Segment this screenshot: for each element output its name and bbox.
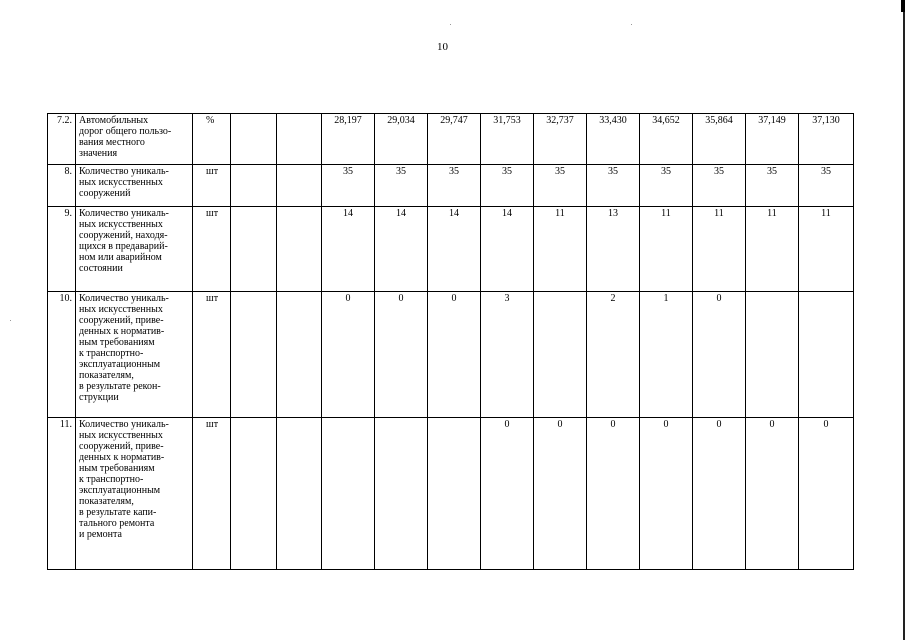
value-cell: 14 (428, 207, 481, 292)
indicator-name: Количество уникаль- ных искусственных сооружений, приве- денных к норматив- ным требованиям к транспортно- эксплуатационным показателям, в результате рекон- струкции (76, 292, 193, 418)
value-cell: 35 (799, 165, 854, 207)
value-cell: 14 (375, 207, 428, 292)
scan-dust (631, 24, 632, 25)
value-cell (322, 418, 375, 570)
value-cell: 31,753 (481, 114, 534, 165)
value-cell: 0 (428, 292, 481, 418)
page-number: 10 (437, 41, 448, 53)
value-cell (231, 418, 277, 570)
value-cell: 3 (481, 292, 534, 418)
value-cell: 35 (587, 165, 640, 207)
row-number: 9. (48, 207, 76, 292)
value-cell: 0 (534, 418, 587, 570)
value-cell (799, 292, 854, 418)
value-cell: 0 (375, 292, 428, 418)
value-cell (746, 292, 799, 418)
value-cell (534, 292, 587, 418)
value-cell (277, 207, 322, 292)
table-row (48, 165, 854, 207)
value-cell: 35 (534, 165, 587, 207)
value-cell: 11 (746, 207, 799, 292)
value-cell: 0 (693, 292, 746, 418)
indicator-name: Количество уникаль- ных искусственных сооружений, находя- щихся в предаварий- ном или аварийном состоянии (76, 207, 193, 292)
value-cell: 11 (693, 207, 746, 292)
indicators-table (47, 113, 854, 570)
value-cell: 0 (587, 418, 640, 570)
value-cell: 0 (799, 418, 854, 570)
value-cell (277, 292, 322, 418)
scan-edge-mark (901, 0, 905, 12)
value-cell: 29,034 (375, 114, 428, 165)
unit-cell: % (193, 114, 231, 165)
value-cell: 33,430 (587, 114, 640, 165)
value-cell: 14 (322, 207, 375, 292)
scan-dust (10, 320, 11, 321)
value-cell: 35 (640, 165, 693, 207)
value-cell: 13 (587, 207, 640, 292)
value-cell: 11 (799, 207, 854, 292)
value-cell: 35,864 (693, 114, 746, 165)
value-cell: 11 (534, 207, 587, 292)
value-cell: 29,747 (428, 114, 481, 165)
value-cell: 37,149 (746, 114, 799, 165)
table-row (48, 114, 854, 165)
unit-cell: шт (193, 418, 231, 570)
value-cell (277, 114, 322, 165)
value-cell (231, 292, 277, 418)
value-cell: 35 (746, 165, 799, 207)
value-cell: 0 (693, 418, 746, 570)
value-cell: 37,130 (799, 114, 854, 165)
value-cell: 32,737 (534, 114, 587, 165)
value-cell: 35 (428, 165, 481, 207)
value-cell: 0 (746, 418, 799, 570)
value-cell (231, 165, 277, 207)
value-cell: 35 (375, 165, 428, 207)
row-number: 8. (48, 165, 76, 207)
table-row (48, 418, 854, 570)
row-number: 11. (48, 418, 76, 570)
value-cell: 0 (322, 292, 375, 418)
value-cell (231, 207, 277, 292)
scan-dust (450, 24, 451, 25)
row-number: 10. (48, 292, 76, 418)
value-cell (277, 418, 322, 570)
value-cell (277, 165, 322, 207)
table-row (48, 207, 854, 292)
value-cell: 34,652 (640, 114, 693, 165)
value-cell: 1 (640, 292, 693, 418)
value-cell: 14 (481, 207, 534, 292)
value-cell (231, 114, 277, 165)
value-cell: 11 (640, 207, 693, 292)
unit-cell: шт (193, 207, 231, 292)
indicator-name: Количество уникаль- ных искусственных сооружений, приве- денных к норматив- ным требованиям к транспортно- эксплуатационным показателям, в результате капи- тального ремонта и ремонта (76, 418, 193, 570)
unit-cell: шт (193, 165, 231, 207)
value-cell: 0 (640, 418, 693, 570)
value-cell: 35 (693, 165, 746, 207)
value-cell: 0 (481, 418, 534, 570)
value-cell: 35 (322, 165, 375, 207)
unit-cell: шт (193, 292, 231, 418)
value-cell: 35 (481, 165, 534, 207)
value-cell (375, 418, 428, 570)
value-cell: 2 (587, 292, 640, 418)
value-cell: 28,197 (322, 114, 375, 165)
table-row (48, 292, 854, 418)
indicator-name: Количество уникаль- ных искусственных сооружений (76, 165, 193, 207)
indicator-name: Автомобильных дорог общего пользо- вания местного значения (76, 114, 193, 165)
value-cell (428, 418, 481, 570)
row-number: 7.2. (48, 114, 76, 165)
